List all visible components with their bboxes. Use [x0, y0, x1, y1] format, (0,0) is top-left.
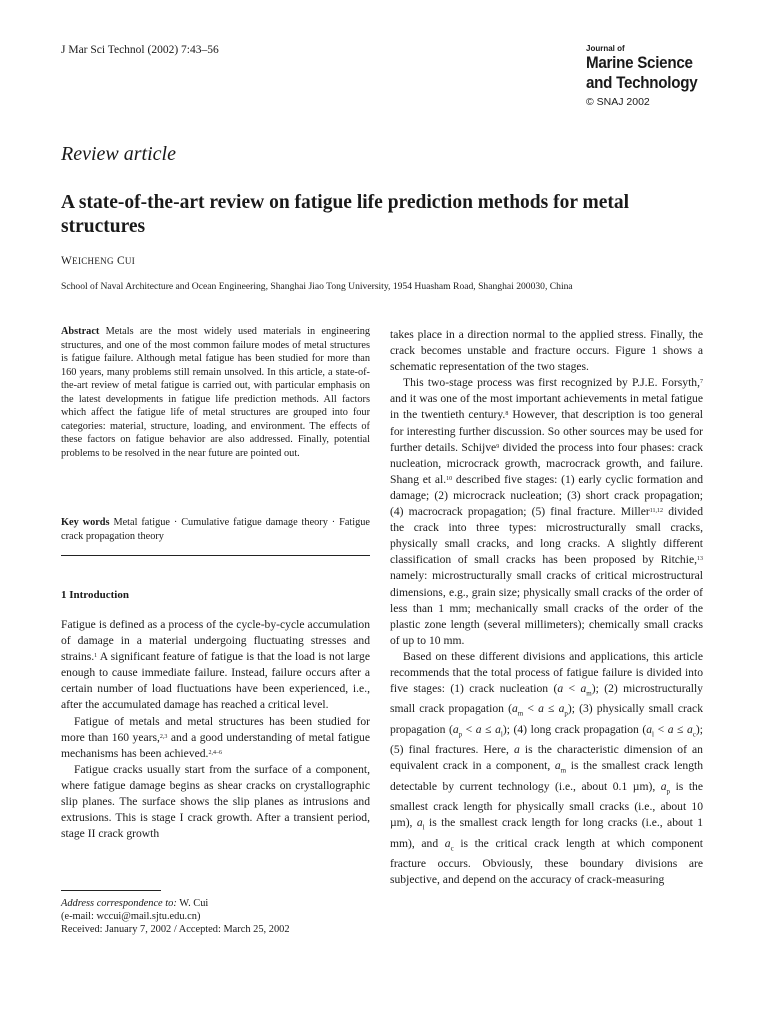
footnote: Address correspondence to: W. Cui (e-mail: wccui@mail.sjtu.edu.cn) Received: January 7, 2002 / Accepted: March 25, 2002 — [61, 898, 290, 936]
keywords-label: Key words — [61, 517, 110, 528]
divider — [61, 555, 370, 556]
copyright: © SNAJ 2002 — [586, 96, 650, 108]
abstract-text: Metals are the most widely used materials in engineering structures, and one of the most common failure modes of metal structures is fatigue failure. Although metal fatigue has been studied for more than 160 years, many problems still remain unsolved. In this article, a state-of-the-art review of metal fatigue is carried out, with particular emphasis on the latest developments in fatigue life prediction methods. All factors which affect the fatigue life of metal structures are grouped into four categories: material, structure, loading, and environment. The effects of these factors on fatigue behavior are also addressed. Finally, potential problems to be resolved in the near future are pointed out. — [61, 326, 370, 459]
journal-logo-line1: Marine Science — [586, 54, 693, 72]
footnote-divider — [61, 890, 161, 891]
article-type: Review article — [61, 143, 176, 165]
paragraph: takes place in a direction normal to the applied stress. Finally, the crack becomes unstable and fracture occurs. Figure 1 shows a schematic representation of the two stages. — [390, 328, 703, 374]
affiliation: School of Naval Architecture and Ocean Engineering, Shanghai Jiao Tong University, 1954 Huasham Road, Shanghai 200030, China — [61, 281, 573, 292]
paragraph: Fatigue of metals and metal structures has been studied for more than 160 years,$^{2,3}$ and a good understanding of metal fatigue mechanisms has been achieved.$^{2,4-6}$ — [61, 714, 371, 760]
intro-text — [61, 617, 370, 842]
journal-citation: J Mar Sci Technol (2002) 7:43–56 — [61, 44, 219, 56]
keywords-text: Metal fatigue · Cumulative fatigue damage theory · Fatigue crack propagation theory — [61, 517, 370, 542]
paragraph: Fatigue is defined as a process of the cycle-by-cycle accumulation of damage in a material undergoing fluctuating stresses and strains.$^1$ A significant feature of fatigue is that the load is not large enough to cause immediate failure. Instead, failure occurs after a certain number of load fluctuations have been experienced, i.e., after the accumulated damage has reached a critical level. — [61, 618, 370, 712]
paragraph: Based on these different divisions and applications, this article recommends that the total process of fatigue failure is divided into five stages: (1) crack nucleation $(a < a_m)$; (2) microstructurally small crack propagation $(a_m < a \le a_p)$; (3) physically small crack propagation $(a_p < a \le a_l)$; (4) long crack propagation $(a_l < a \le a_c)$; (5) final fractures. Here, a is the characteristic dimension of an equivalent crack in a component, $a_m$ is the smallest crack length detectable by current technology (i.e., about 0.1 µm), $a_p$ is the smallest crack length for physically small cracks (i.e., about 10 µm), $a_l$ is the smallest crack length for long cracks (i.e., about 1 mm), and $a_c$ is the critical crack length at which component fracture occurs. Obviously, these boundary divisions are subjective, and depend on the accuracy of crack-measuring — [390, 649, 704, 887]
paragraph: This two-stage process was first recognized by P.J.E. Forsyth,$^7$ and it was one of the most important achievements in metal fatigue in the twentieth century.$^8$ However, that description is too general for interesting further discussion. So other sources may be used for further details. Schijve$^9$ divided the process into four phases: crack nucleation, microcrack growth, macrocrack growth, and failure. Shang et al.$^{10}$ described five stages: (1) early cyclic formation and damage; (2) microcrack nucleation; (3) short crack propagation; (4) macrocrack propagation; (5) final fracture. Miller$^{11,12}$ divided the crack into three types: microstructurally small cracks, physically small cracks, and long cracks. A slightly different classification of small cracks has been proposed by Ritchie,$^{13}$ namely: microstructurally small cracks of critical microstructural dimensions, e.g., grain size; physically small cracks of the order of less than 1 mm; mechanically small cracks of the order of the plastic zone length (several millimeters); chemically small cracks of up to 10 mm. — [390, 376, 703, 647]
abstract — [61, 325, 370, 460]
abstract-label: Abstract — [61, 326, 100, 337]
paragraph: Fatigue cracks usually start from the surface of a component, where fatigue damage begins as shear cracks on crystallographic slip planes. The surface shows the slip planes as intrusions and extrusions. This is stage I crack growth. After a transient period, stage II crack growth — [61, 762, 370, 841]
article-title: A state-of-the-art review on fatigue life prediction methods for metal structures — [61, 192, 630, 237]
journal-logo — [586, 44, 707, 108]
journal-logo-line2: and Technology — [586, 74, 698, 92]
right-column-text — [390, 327, 703, 888]
journal-logo-small: Journal of — [586, 44, 625, 53]
author: WEICHENG CUI — [61, 255, 136, 267]
keywords — [61, 516, 370, 544]
section-heading: 1 Introduction — [61, 589, 129, 601]
